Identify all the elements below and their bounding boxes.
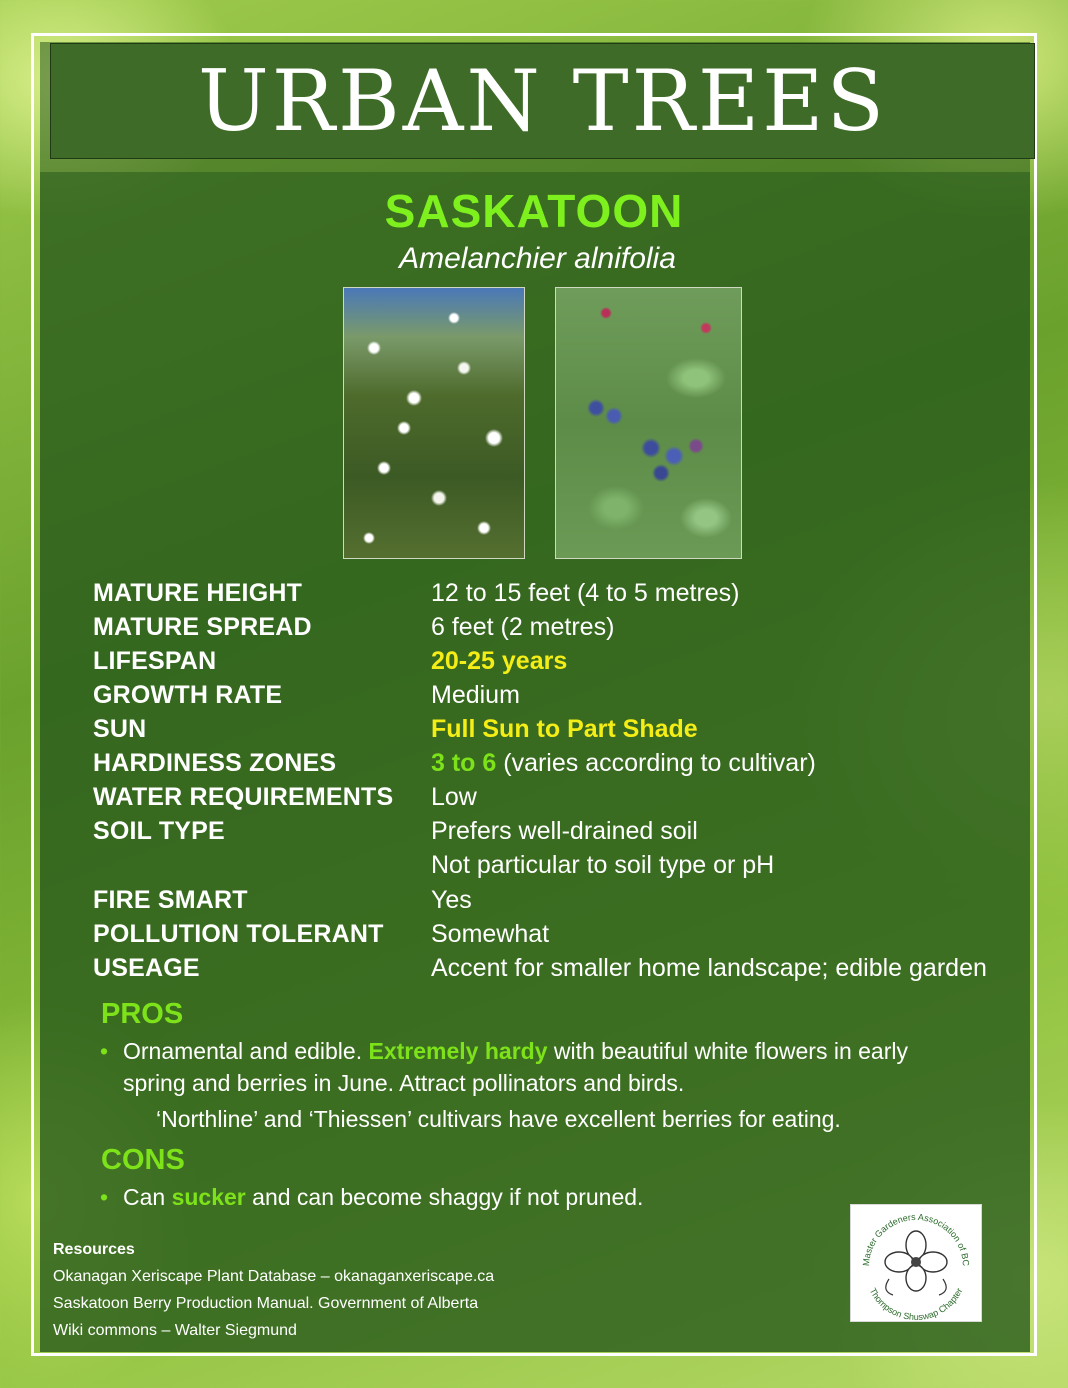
cons-bullet-text	[123, 1181, 970, 1213]
property-label: MATURE SPREAD	[93, 612, 312, 641]
latin-name: Amelanchier alnifolia	[399, 242, 676, 275]
common-name: SASKATOON	[384, 185, 684, 237]
pros-text-part1: Ornamental and edible.	[123, 1038, 369, 1064]
property-value: Low	[431, 782, 477, 811]
property-row-useage	[93, 951, 1043, 985]
pros-bullet	[100, 1035, 970, 1099]
bullet-icon: •	[100, 1038, 109, 1064]
property-label: LIFESPAN	[93, 646, 217, 675]
property-value: Not particular to soil type or pH	[431, 851, 775, 879]
pros-highlight: Extremely hardy	[368, 1038, 548, 1064]
property-row-lifespan	[93, 644, 1043, 678]
property-value: Accent for smaller home landscape; edible garden	[431, 953, 987, 982]
page-title: URBAN TREES	[197, 52, 888, 150]
property-row-sun	[93, 712, 1043, 746]
resource-item: Okanagan Xeriscape Plant Database – okanaganxeriscape.ca	[53, 1268, 495, 1285]
pros-heading: PROS	[101, 998, 184, 1030]
pros-bullet-text	[123, 1035, 970, 1099]
property-value-highlight: Full Sun to Part Shade	[431, 714, 698, 743]
cons-heading: CONS	[101, 1144, 185, 1176]
property-label: USEAGE	[93, 953, 200, 982]
resources-title: Resources	[53, 1241, 135, 1258]
property-table	[93, 576, 1043, 985]
property-label: WATER REQUIREMENTS	[93, 782, 394, 811]
property-label: GROWTH RATE	[93, 680, 283, 709]
property-row-mature-height	[93, 576, 1043, 610]
property-value: Prefers well-drained soil	[431, 816, 698, 845]
property-row-water-requirements	[93, 780, 1043, 814]
cons-text-part2: and can become shaggy if not pruned.	[245, 1184, 644, 1210]
property-value-highlight: 20-25 years	[431, 646, 568, 675]
property-row-pollution-tolerant	[93, 917, 1043, 951]
pros-text-part2: with beautiful white flowers in early spring and berries in June. Attract pollinators and birds.	[123, 1038, 908, 1096]
hardiness-zone-note: (varies according to cultivar)	[496, 748, 816, 777]
dogwood-flower-icon	[851, 1205, 981, 1321]
resource-item: Saskatoon Berry Production Manual. Government of Alberta	[53, 1295, 479, 1312]
hardiness-zone-range: 3 to 6	[431, 748, 497, 777]
property-value: Somewhat	[431, 919, 550, 948]
property-label: HARDINESS ZONES	[93, 748, 337, 777]
master-gardeners-logo	[850, 1204, 982, 1322]
cons-bullet	[100, 1181, 970, 1213]
resource-item: Wiki commons – Walter Siegmund	[53, 1322, 297, 1339]
property-value	[431, 749, 816, 778]
cons-text-part1: Can	[123, 1184, 172, 1210]
resources-block	[53, 1236, 494, 1344]
property-label: SOIL TYPE	[93, 816, 225, 845]
logo-top-text: Master Gardeners Association of BC	[860, 1211, 972, 1267]
saskatoon-flowers-photo	[343, 287, 525, 559]
bullet-icon: •	[100, 1184, 109, 1210]
property-row-mature-spread	[93, 610, 1043, 644]
property-label: POLLUTION TOLERANT	[93, 919, 384, 948]
logo-bottom-text: Thompson Shuswap Chapter	[867, 1286, 965, 1321]
property-value: Yes	[431, 885, 472, 914]
property-row-fire-smart	[93, 883, 1043, 917]
property-row-soil-type	[93, 814, 1043, 848]
property-label: FIRE SMART	[93, 885, 248, 914]
property-row-soil-type-extra	[93, 848, 1043, 883]
property-row-hardiness-zones	[93, 746, 1043, 780]
pros-cultivar-note: ‘Northline’ and ‘Thiessen’ cultivars have excellent berries for eating.	[156, 1106, 841, 1132]
property-row-growth-rate	[93, 678, 1043, 712]
property-value: Medium	[431, 680, 520, 709]
property-value: 12 to 15 feet (4 to 5 metres)	[431, 578, 740, 607]
property-value: 6 feet (2 metres)	[431, 612, 615, 641]
property-label: SUN	[93, 714, 147, 743]
title-banner	[50, 43, 1035, 159]
cons-highlight: sucker	[171, 1184, 246, 1210]
property-label: MATURE HEIGHT	[93, 578, 303, 607]
saskatoon-berries-photo	[555, 287, 742, 559]
